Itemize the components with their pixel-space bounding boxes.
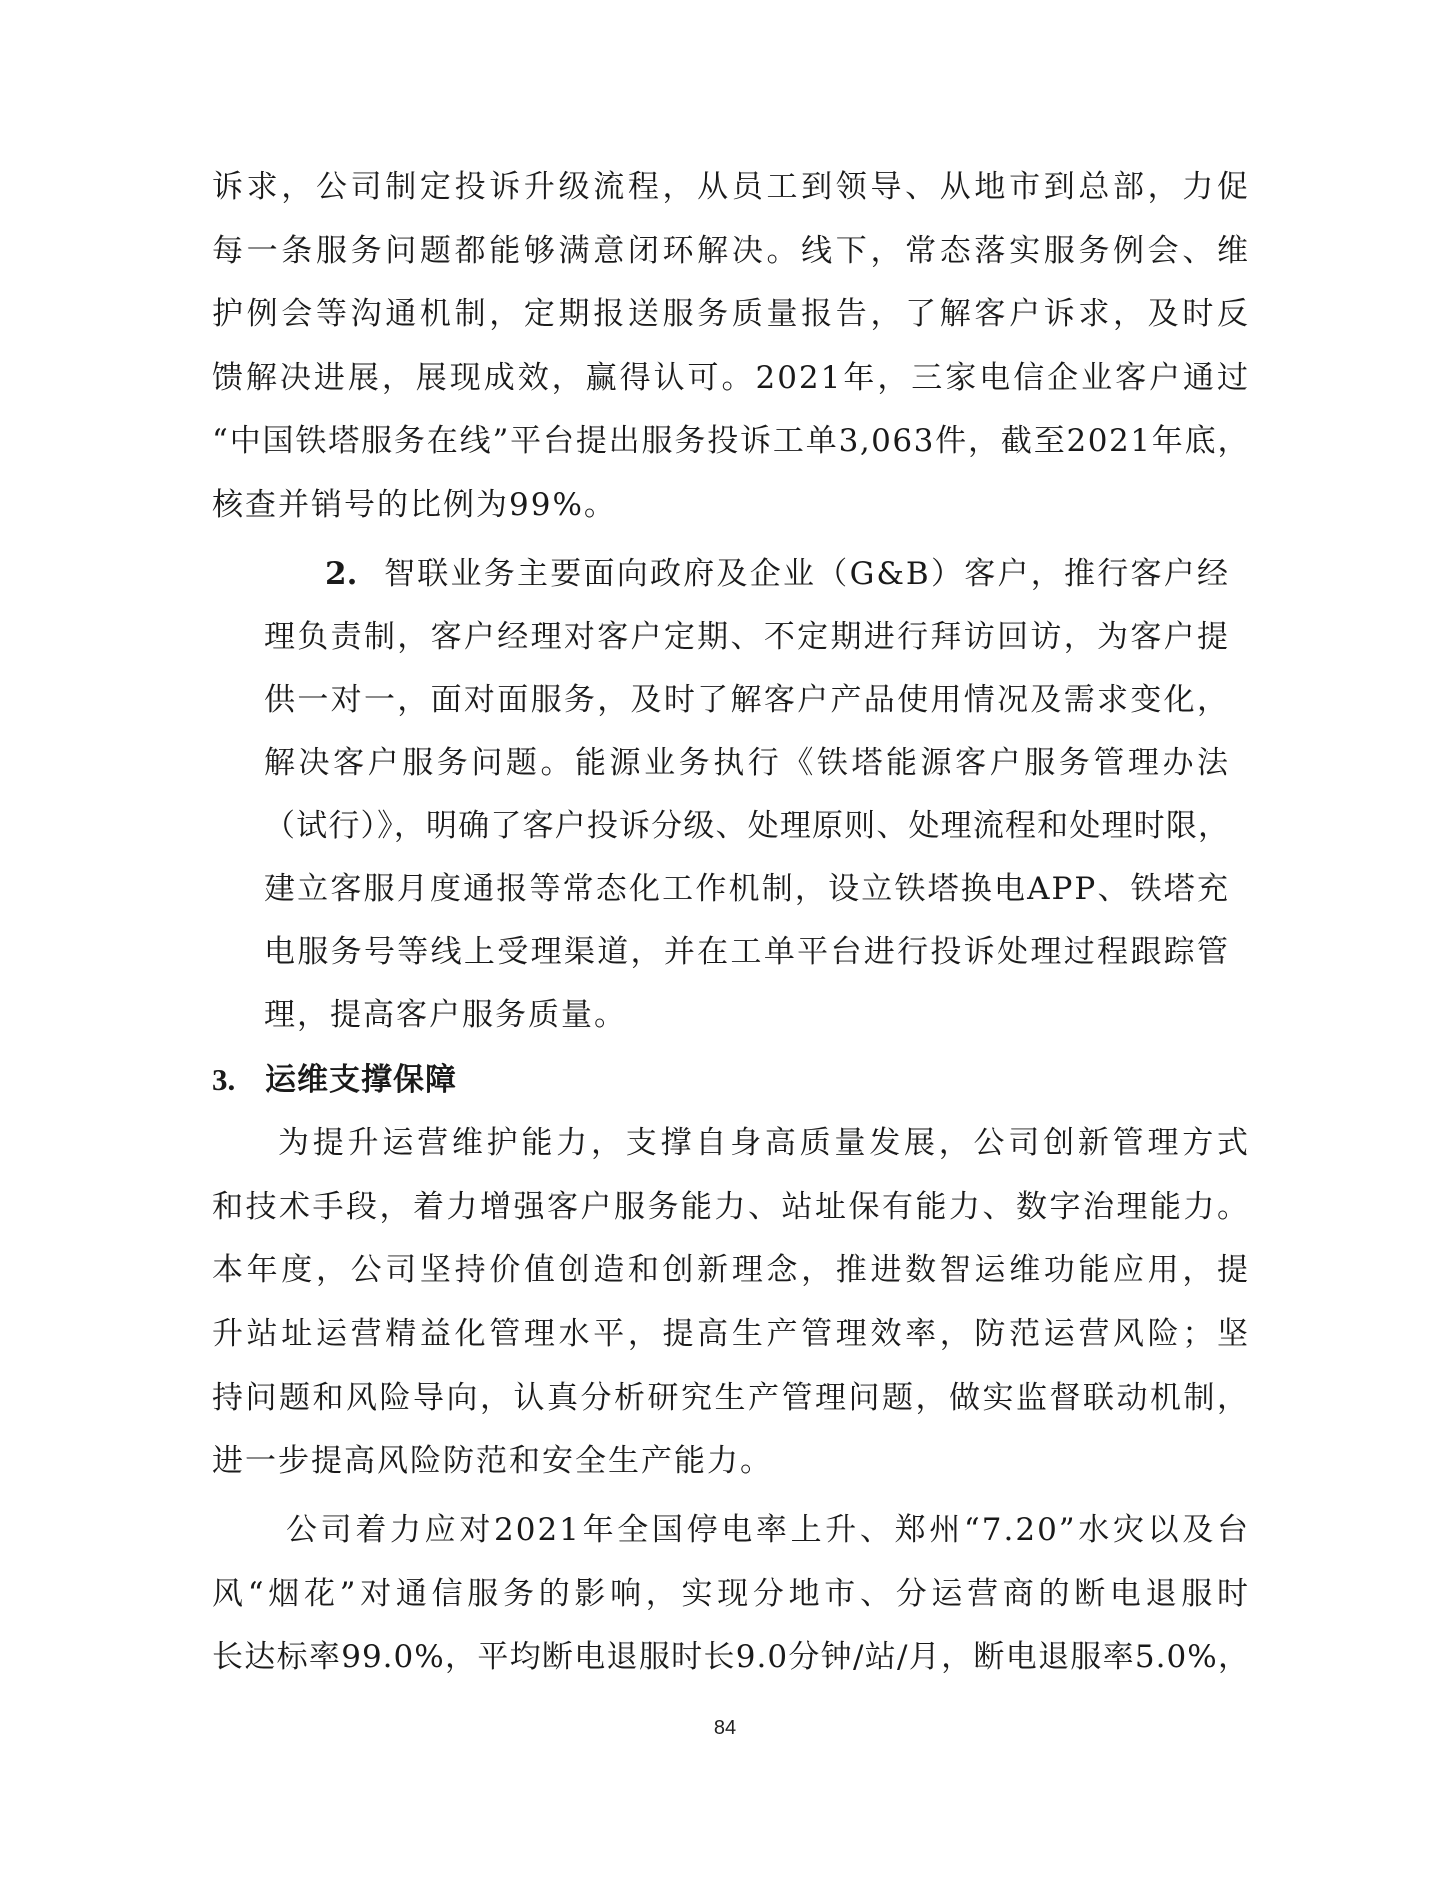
paragraph-line: 核查并销号的比例为99%。 <box>212 487 617 523</box>
paragraph-line: 升站址运营精益化管理水平，提高生产管理效率，防范运营风险；坚 <box>212 1316 1250 1352</box>
list-item-line: 理，提高客户服务质量。 <box>264 997 627 1033</box>
section-number: 3. <box>212 1062 236 1097</box>
list-item-line: 供一对一，面对面服务，及时了解客户产品使用情况及需求变化， <box>264 682 1230 718</box>
paragraph-line: “中国铁塔服务在线”平台提出服务投诉工单3,063件，截至2021年底， <box>212 423 1250 459</box>
paragraph-line: 风“烟花”对通信服务的影响，实现分地市、分运营商的断电退服时 <box>212 1576 1250 1612</box>
paragraph-line: 本年度，公司坚持价值创造和创新理念，推进数智运维功能应用，提 <box>212 1252 1250 1288</box>
paragraph-line: 为提升运营维护能力，支撑自身高质量发展，公司创新管理方式 <box>278 1125 1250 1161</box>
list-item-line: 理负责制，客户经理对客户定期、不定期进行拜访回访，为客户提 <box>264 619 1230 655</box>
paragraph-line: 每一条服务问题都能够满意闭环解决。线下，常态落实服务例会、维 <box>212 233 1250 269</box>
list-item-line: 智联业务主要面向政府及企业（G&B）客户，推行客户经 <box>384 556 1230 592</box>
paragraph-line: 长达标率99.0%，平均断电退服时长9.0分钟/站/月，断电退服率5.0%， <box>212 1639 1250 1675</box>
section-heading: 运维支撑保障 <box>265 1062 457 1098</box>
paragraph-line: 和技术手段，着力增强客户服务能力、站址保有能力、数字治理能力。 <box>212 1189 1250 1225</box>
list-item-line: （试行）》，明确了客户投诉分级、处理原则、处理流程和处理时限， <box>264 808 1230 844</box>
list-item-line: 电服务号等线上受理渠道，并在工单平台进行投诉处理过程跟踪管 <box>264 934 1230 970</box>
paragraph-line: 进一步提高风险防范和安全生产能力。 <box>212 1443 773 1479</box>
paragraph-line: 诉求，公司制定投诉升级流程，从员工到领导、从地市到总部，力促 <box>212 169 1250 205</box>
list-item-line: 建立客服月度通报等常态化工作机制，设立铁塔换电APP、铁塔充 <box>264 871 1230 907</box>
list-item-number: 2. <box>325 556 358 592</box>
paragraph-line: 持问题和风险导向，认真分析研究生产管理问题，做实监督联动机制， <box>212 1380 1250 1416</box>
paragraph-line: 馈解决进展，展现成效，赢得认可。2021年，三家电信企业客户通过 <box>212 360 1250 396</box>
paragraph-line: 公司着力应对2021年全国停电率上升、郑州“7.20”水灾以及台 <box>286 1512 1250 1548</box>
list-item-line: 解决客户服务问题。能源业务执行《铁塔能源客户服务管理办法 <box>264 745 1230 781</box>
paragraph-line: 护例会等沟通机制，定期报送服务质量报告，了解客户诉求，及时反 <box>212 296 1250 332</box>
page-number: 84 <box>713 1717 737 1739</box>
